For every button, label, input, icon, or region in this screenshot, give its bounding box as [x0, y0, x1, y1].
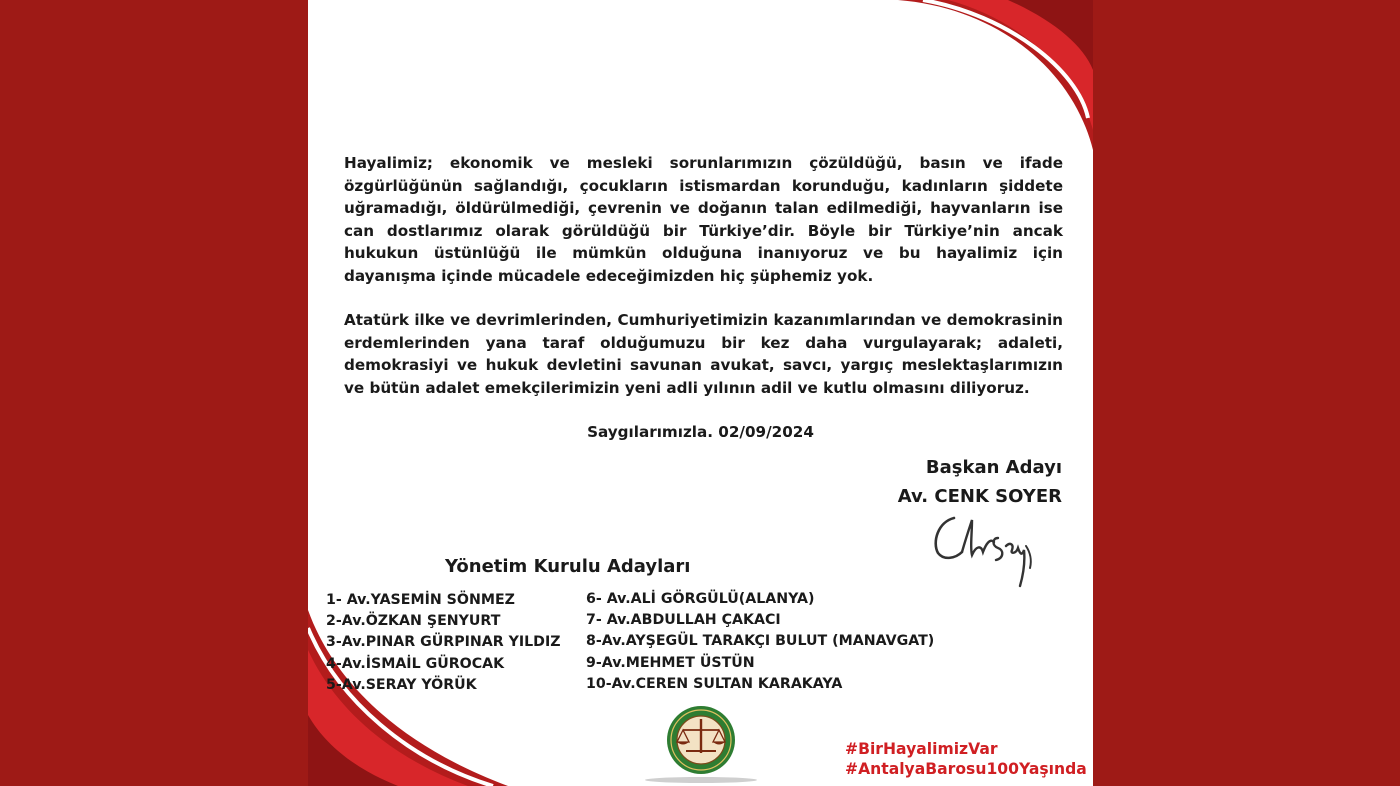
document-page — [308, 0, 1093, 786]
board-list-right — [586, 589, 934, 695]
hashtag: #AntalyaBarosu100Yaşında — [845, 760, 1087, 778]
board-member: 6- Av.ALİ GÖRGÜLÜ(ALANYA) — [586, 591, 815, 607]
board-candidates-title: Yönetim Kurulu Adayları — [445, 556, 691, 577]
board-list-left — [326, 590, 561, 696]
board-member: 5-Av.SERAY YÖRÜK — [326, 676, 477, 693]
board-member: 3-Av.PINAR GÜRPINAR YILDIZ — [326, 634, 561, 651]
board-member: 8-Av.AYŞEGÜL TARAKÇI BULUT (MANAVGAT) — [586, 633, 935, 650]
board-member: 10-Av.CEREN SULTAN KARAKAYA — [586, 675, 843, 692]
board-member: 2-Av.ÖZKAN ŞENYURT — [326, 613, 501, 630]
board-member: 9-Av.MEHMET ÜSTÜN — [586, 654, 755, 671]
candidate-title: Başkan Adayı — [925, 457, 1062, 478]
hashtag: #BirHayalimizVar — [845, 740, 998, 758]
paragraph-1: Hayalimiz; ekonomik ve mesleki sorunlarımızın çözüldüğü, basın ve ifade özgürlüğünün sağlandığı, çocukların istismardan korunduğu, kadınların şiddete uğramadığı, öldürülmediği, çevrenin ve doğanın talan edilmediği, hayvanların ise can dostlarımız olarak görüldüğü bir Türkiye’dir. Böyle bir Türkiye’nin ancak hukukun üstünlüğü ile mümkün olduğuna inanıyoruz ve bu hayalimiz için dayanışma içinde mücadele edeceğimizden hiç şüphemiz yok. — [344, 154, 1063, 285]
hashtags — [845, 739, 1087, 779]
board-member: 1- Av.YASEMİN SÖNMEZ — [326, 592, 515, 608]
paragraph-2: Atatürk ilke ve devrimlerinden, Cumhuriyetimizin kazanımlarından ve demokrasinin erdemlerinden yana taraf olduğumuzu bir kez daha vurgulayarak; adaleti, demokrasiyi ve hukuk devletini savunan avukat, savcı, yargıç meslektaşlarımızın ve bütün adalet emekçilerimizin yeni adli yılının adil ve kutlu olmasını diliyoruz. — [344, 311, 1063, 397]
handwritten-signature-icon — [926, 508, 1046, 593]
bar-association-seal-icon — [641, 704, 761, 786]
greeting-date: Saygılarımızla. 02/09/2024 — [587, 423, 814, 441]
board-member: 7- Av.ABDULLAH ÇAKACI — [586, 612, 781, 629]
board-member: 4-Av.İSMAİL GÜROCAK — [326, 655, 505, 672]
candidate-name: Av. CENK SOYER — [897, 486, 1062, 507]
